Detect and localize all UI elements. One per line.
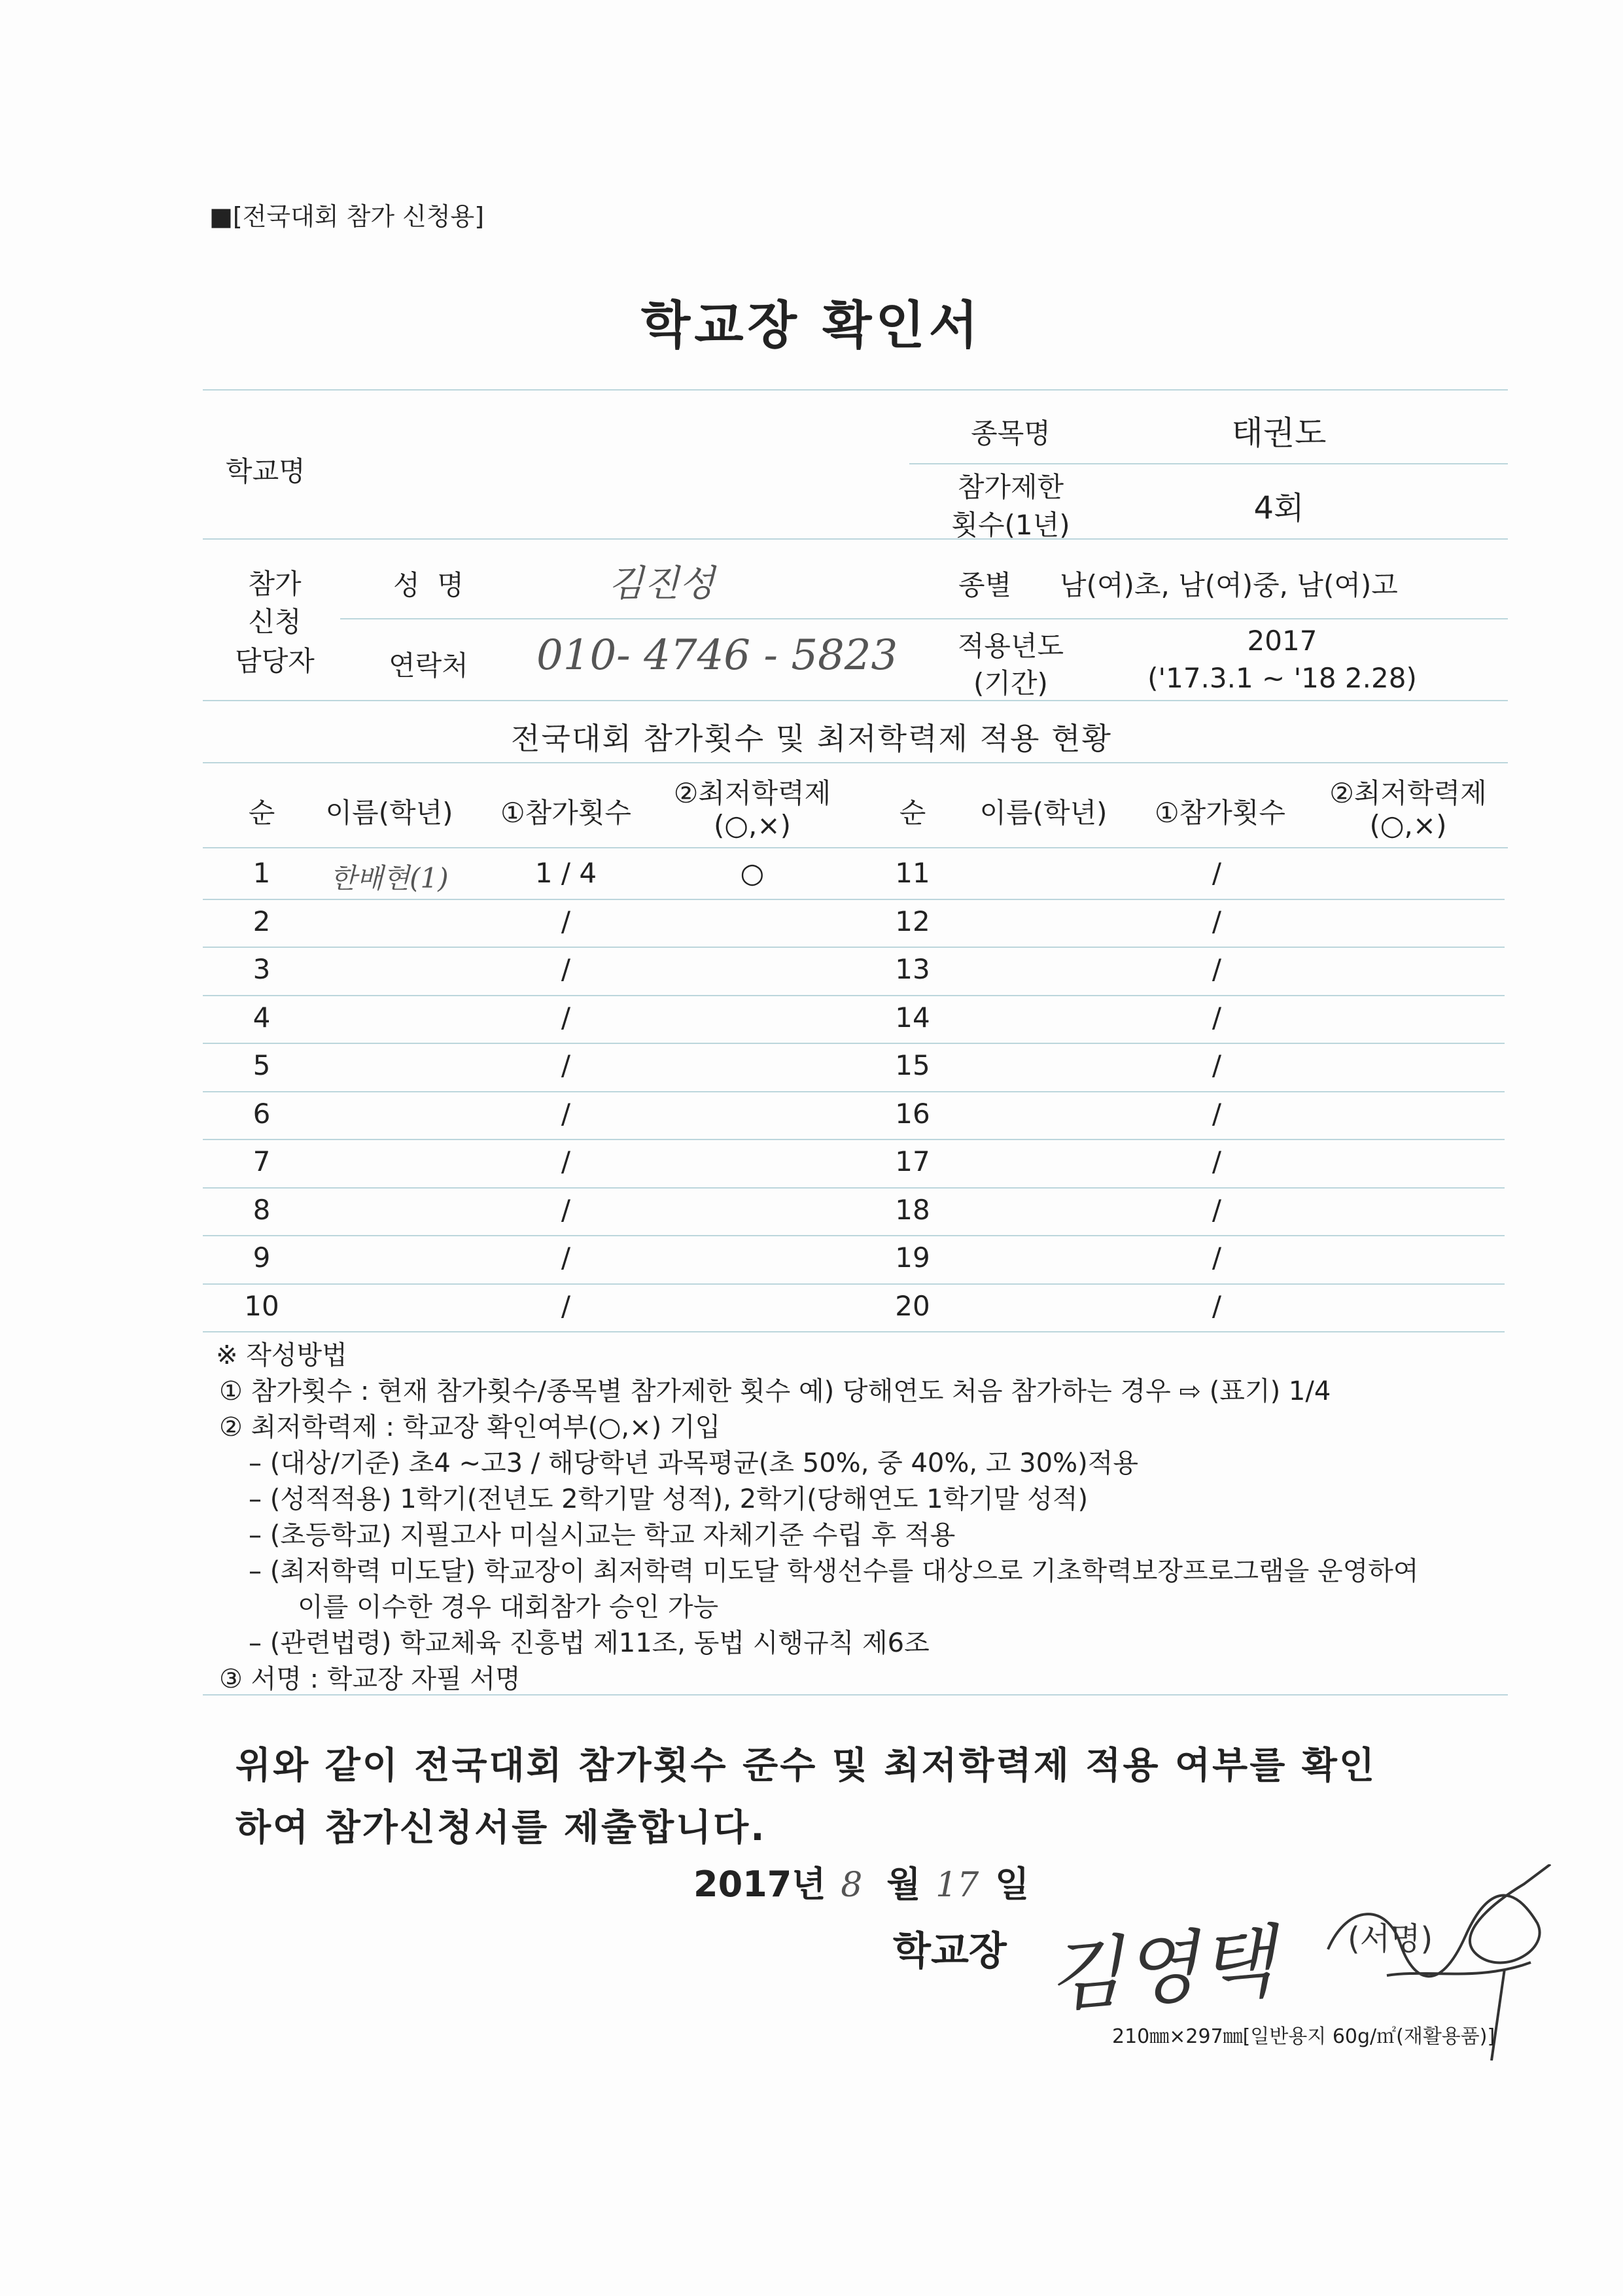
- row-number: 5: [253, 1049, 271, 1081]
- note-line: – (초등학교) 지필고사 미실시교는 학교 자체기준 수립 후 적용: [249, 1520, 956, 1550]
- row-number: 12: [895, 905, 930, 937]
- row-number: 7: [253, 1145, 271, 1177]
- row-count: /: [561, 1097, 571, 1130]
- note-line: 이를 이수한 경우 대회참가 승인 가능: [298, 1592, 719, 1622]
- row-count: /: [561, 953, 571, 985]
- applicant-label-line3: 담당자: [235, 645, 315, 677]
- row-count: /: [1212, 1049, 1222, 1081]
- year-label-line1: 적용년도: [957, 630, 1064, 662]
- row-number: 9: [253, 1242, 271, 1274]
- row-number: 14: [895, 1001, 930, 1034]
- row-count: /: [1212, 1193, 1222, 1226]
- row-count: /: [1212, 857, 1222, 889]
- principal-signature: 김영택: [1044, 1917, 1278, 2023]
- row-divider: [854, 1331, 1505, 1332]
- row-number: 13: [895, 953, 930, 985]
- note-line: – (관련법령) 학교체육 진흥법 제11조, 동법 시행규칙 제6조: [249, 1628, 930, 1658]
- row-number: 18: [895, 1193, 930, 1226]
- row-grade: ○: [740, 857, 765, 889]
- category-value: 남(여)초, 남(여)중, 남(여)고: [1060, 569, 1398, 601]
- row-divider: [203, 947, 857, 948]
- note-line: – (성적적용) 1학기(전년도 2학기말 성적), 2학기(당해연도 1학기말 성적): [249, 1484, 1089, 1514]
- header-count-right: ①참가횟수: [1155, 797, 1285, 829]
- limit-label-line2: 횟수(1년): [951, 509, 1070, 541]
- limit-value: 4회: [1253, 490, 1304, 527]
- row-number: 1: [253, 857, 271, 889]
- category-label: 종별: [958, 569, 1012, 601]
- row-count: /: [1212, 1242, 1222, 1274]
- notes-title: ※ 작성방법: [216, 1340, 347, 1370]
- row-count: /: [561, 1193, 571, 1226]
- row-number: 8: [253, 1193, 271, 1226]
- row-divider: [854, 1235, 1505, 1236]
- note-line: – (최저학력 미도달) 학교장이 최저학력 미도달 학생선수를 대상으로 기초학력보장프로그램을 운영하여: [249, 1556, 1419, 1586]
- row-divider: [854, 1283, 1505, 1285]
- row-number: 15: [895, 1049, 930, 1081]
- contact-label: 연락처: [389, 650, 468, 682]
- row-number: 16: [895, 1097, 930, 1130]
- applicant-label-line2: 신청: [248, 606, 302, 638]
- paper-spec-footer: 210㎜×297㎜[일반용지 60g/㎡(재활용품)]: [1112, 2025, 1495, 2048]
- row-divider: [854, 995, 1505, 996]
- row-divider: [854, 947, 1505, 948]
- row-count: /: [561, 1289, 571, 1322]
- row-divider: [203, 995, 857, 996]
- year-label-line2: (기간): [973, 667, 1048, 699]
- row-number: 11: [895, 857, 930, 889]
- row-number: 19: [895, 1242, 930, 1274]
- row-count: /: [1212, 1001, 1222, 1034]
- row-count: 1 / 4: [534, 857, 597, 889]
- period-value: ('17.3.1 ~ '18 2.28): [1147, 662, 1417, 694]
- row-divider: [854, 1043, 1505, 1044]
- date-year: 2017년: [693, 1864, 826, 1905]
- row-count: /: [1212, 953, 1222, 985]
- date-day: 17: [935, 1866, 979, 1905]
- row-divider: [203, 1331, 857, 1332]
- row-divider: [203, 1139, 857, 1140]
- statement-line2: 하여 참가신청서를 제출합니다.: [236, 1807, 767, 1849]
- row-count: /: [561, 1242, 571, 1274]
- date-day-label: 일: [995, 1864, 1030, 1905]
- header-count-left: ①참가횟수: [500, 797, 631, 829]
- principal-label: 학교장: [893, 1928, 1007, 1974]
- row-divider: [854, 1091, 1505, 1092]
- limit-label-line1: 참가제한: [957, 471, 1064, 503]
- row-divider: [854, 899, 1505, 900]
- note-line: – (대상/기준) 초4 ~고3 / 해당학년 과목평균(초 50%, 중 40%, 고 30%)적용: [249, 1448, 1138, 1478]
- row-number: 10: [244, 1289, 279, 1322]
- seal-label: (서명): [1348, 1921, 1433, 1957]
- row-divider: [203, 1043, 857, 1044]
- row-divider: [203, 1187, 857, 1189]
- date-month: 8: [841, 1866, 863, 1905]
- page-title: 학교장 확인서: [640, 296, 983, 355]
- event-value: 태권도: [1231, 414, 1327, 452]
- date-month-label: 월: [886, 1864, 921, 1905]
- note-line: ③ 서명 : 학교장 자필 서명: [219, 1664, 521, 1694]
- row-count: /: [561, 905, 571, 937]
- row-number: 4: [253, 1001, 271, 1034]
- row-count: /: [1212, 1289, 1222, 1322]
- row-count: /: [1212, 1097, 1222, 1130]
- row-number: 3: [253, 953, 271, 985]
- note-line: ② 최저학력제 : 학교장 확인여부(○,×) 기입: [219, 1412, 721, 1442]
- row-count: /: [561, 1049, 571, 1081]
- header-no-left: 순: [248, 797, 275, 829]
- row-divider: [854, 1187, 1505, 1189]
- contact-value: 010- 4746 - 5823: [536, 631, 898, 680]
- school-name-label: 학교명: [226, 455, 305, 487]
- section-title: 전국대회 참가횟수 및 최저학력제 적용 현황: [511, 721, 1112, 756]
- note-line: ① 참가횟수 : 현재 참가횟수/종목별 참가제한 횟수 예) 당해연도 처음 참가하는 경우 ⇨ (표기) 1/4: [219, 1376, 1331, 1406]
- header-no-right: 순: [899, 797, 926, 829]
- statement-line1: 위와 같이 전국대회 참가횟수 준수 및 최저학력제 적용 여부를 확인: [236, 1745, 1377, 1787]
- year-value: 2017: [1247, 625, 1318, 657]
- row-count: /: [561, 1001, 571, 1034]
- row-divider: [203, 1235, 857, 1236]
- date: [693, 1856, 1029, 1907]
- row-number: 6: [253, 1097, 271, 1130]
- header-grade-left-line1: ②최저학력제: [673, 777, 831, 809]
- row-number: 17: [895, 1145, 930, 1177]
- row-count: /: [561, 1145, 571, 1177]
- row-divider: [203, 1091, 857, 1092]
- name-label: 성 명: [393, 569, 464, 601]
- name-value: 김진성: [608, 563, 715, 605]
- header-grade-right-line2: (○,×): [1369, 809, 1447, 841]
- header-name-right: 이름(학년): [979, 797, 1108, 829]
- row-name: 한배현(1): [330, 862, 449, 894]
- event-label: 종목명: [971, 417, 1051, 449]
- row-divider: [854, 1139, 1505, 1140]
- row-count: /: [1212, 905, 1222, 937]
- header-grade-left-line2: (○,×): [714, 809, 791, 841]
- header-grade-right-line1: ②최저학력제: [1329, 777, 1487, 809]
- row-divider: [203, 899, 857, 900]
- row-count: /: [1212, 1145, 1222, 1177]
- header-name-left: 이름(학년): [325, 797, 453, 829]
- row-number: 2: [253, 905, 271, 937]
- row-divider: [203, 1283, 857, 1285]
- applicant-label-line1: 참가: [248, 568, 302, 600]
- row-number: 20: [895, 1289, 930, 1322]
- form-tag: ■[전국대회 참가 신청용]: [209, 202, 485, 231]
